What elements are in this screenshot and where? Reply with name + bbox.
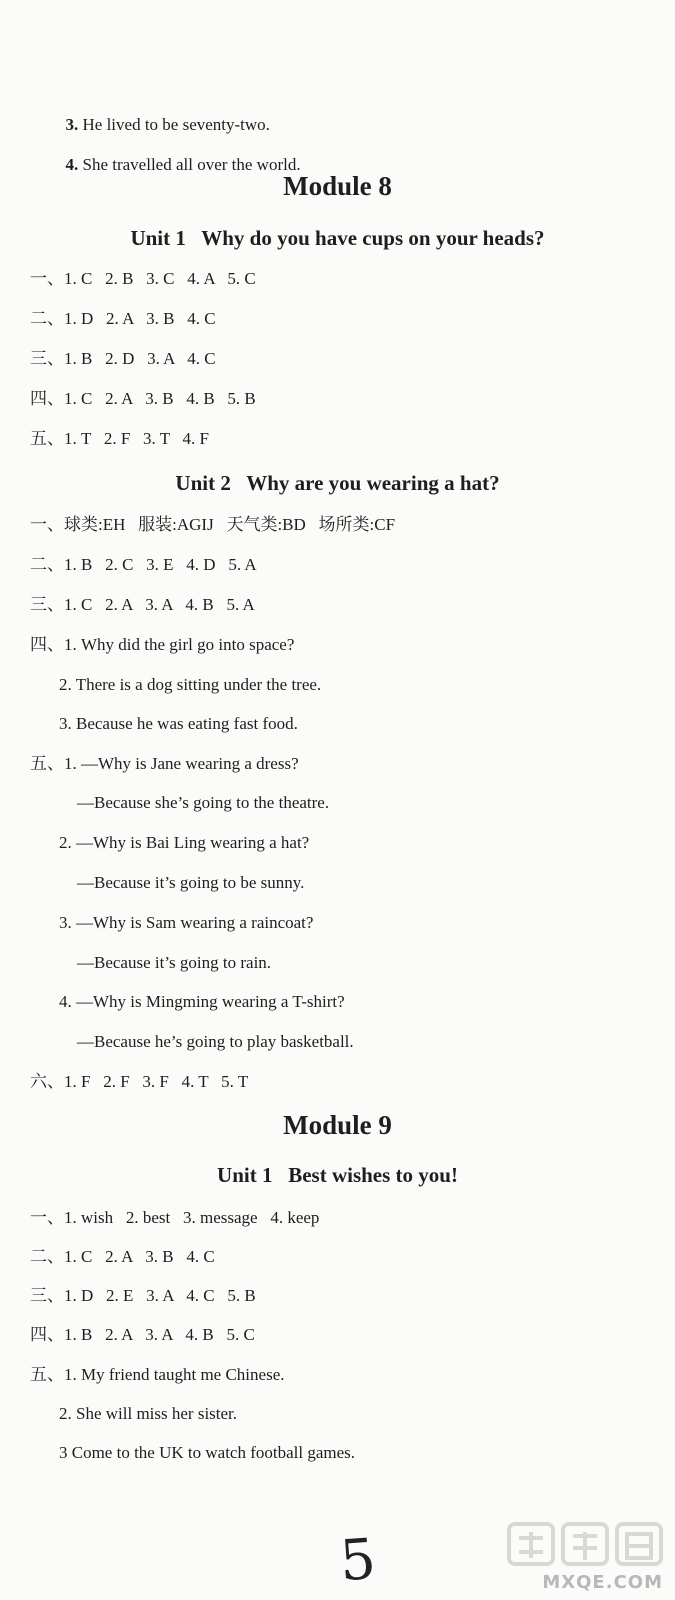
module-title: Module 9	[283, 1110, 392, 1140]
answer-row: 二、1. C 2. A 3. B 4. C	[30, 1247, 215, 1266]
answer-row: 五、1. My friend taught me Chinese.	[30, 1365, 285, 1384]
answer-row: 4. —Why is Mingming wearing a T-shirt?	[59, 992, 345, 1011]
answer-row: 3 Come to the UK to watch football games.	[59, 1443, 356, 1462]
unit-title: Unit 2 Why are you wearing a hat?	[175, 471, 500, 495]
answer-row: 二、1. D 2. A 3. B 4. C	[30, 309, 216, 328]
answer-row: 四、1. B 2. A 3. A 4. B 5. C	[30, 1325, 255, 1344]
answer-line	[57, 132, 301, 176]
answer-row: 一、1. wish 2. best 3. message 4. keep	[30, 1208, 320, 1227]
answer-row: 四、1. Why did the girl go into space?	[30, 635, 295, 654]
answer-text: She travelled all over the world.	[78, 155, 301, 174]
answer-row: 3. Because he was eating fast food.	[59, 714, 298, 733]
answer-row: 三、1. C 2. A 3. A 4. B 5. A	[30, 595, 255, 614]
answer-row: 一、球类:EH 服装:AGIJ 天气类:BD 场所类:CF	[30, 515, 396, 534]
answer-row: 一、1. C 2. B 3. C 4. A 5. C	[30, 269, 256, 288]
answer-line	[57, 92, 270, 136]
answer-row: 3. —Why is Sam wearing a raincoat?	[59, 913, 314, 932]
answer-row: 2. There is a dog sitting under the tree.	[59, 675, 322, 694]
answer-row: 二、1. B 2. C 3. E 4. D 5. A	[30, 555, 257, 574]
watermark-text: MXQE.COM	[542, 1572, 663, 1593]
answer-row: 三、1. B 2. D 3. A 4. C	[30, 349, 216, 368]
answer-row: 五、1. —Why is Jane wearing a dress?	[30, 754, 299, 773]
unit-title: Unit 1 Best wishes to you!	[217, 1163, 458, 1187]
unit-title: Unit 1 Why do you have cups on your heads?	[130, 226, 545, 250]
answer-row: 2. —Why is Bai Ling wearing a hat?	[59, 833, 310, 852]
answer-row: —Because he’s going to play basketball.	[77, 1032, 354, 1051]
answer-row: 四、1. C 2. A 3. B 4. B 5. B	[30, 389, 256, 408]
answer-row: —Because it’s going to rain.	[77, 953, 272, 972]
answer-row: —Because she’s going to the theatre.	[77, 793, 330, 812]
answer-row: 六、1. F 2. F 3. F 4. T 5. T	[30, 1072, 249, 1091]
answer-row: 五、1. T 2. F 3. T 4. F	[30, 429, 210, 448]
answer-row: 2. She will miss her sister.	[59, 1404, 238, 1423]
answer-text: He lived to be seventy-two.	[78, 115, 270, 134]
item-number: 3.	[65, 115, 79, 134]
answer-row: —Because it’s going to be sunny.	[77, 873, 305, 892]
page-number: 5	[337, 1526, 378, 1595]
item-number: 4.	[65, 155, 79, 174]
module-title: Module 8	[283, 171, 392, 201]
answer-row: 三、1. D 2. E 3. A 4. C 5. B	[30, 1286, 256, 1305]
